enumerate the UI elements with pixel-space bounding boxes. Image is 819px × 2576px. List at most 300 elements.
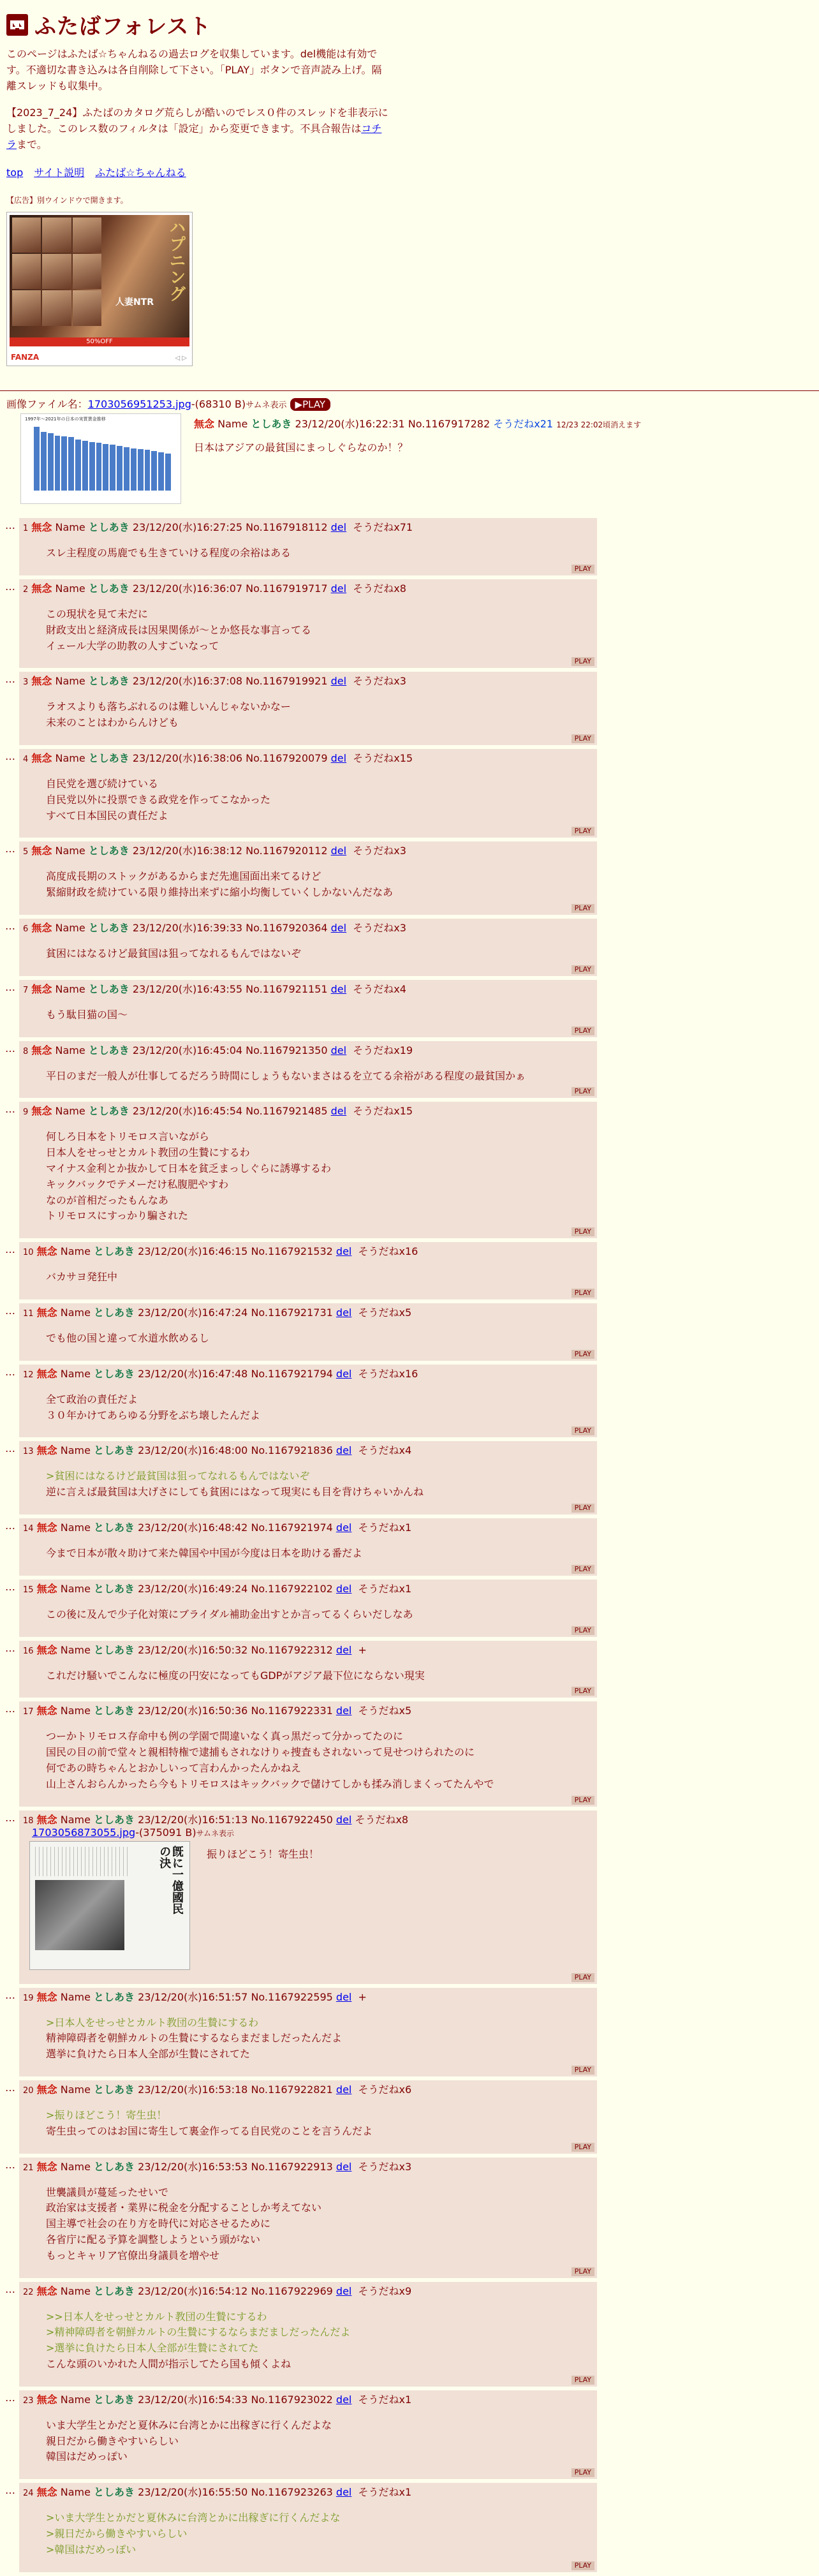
message-line: つーかトリモロス存命中も例の学園で間違いなく真っ黒だって分かってたのに (46, 1730, 404, 1743)
intro-tail: まで。 (17, 138, 47, 151)
play-button[interactable]: PLAY (572, 827, 594, 836)
reply-datetime: 23/12/20(水)16:50:32 No.1167922312 (138, 1643, 333, 1656)
reply-name: としあき (94, 1307, 135, 1319)
message-line: 緊縮財政を続けている限り維持出来ずに縮小均衡していくしかないんだなあ (46, 886, 394, 899)
reply-18 (5, 1810, 597, 1984)
top-link[interactable]: top (6, 166, 24, 179)
reply-subject: 無念 (31, 922, 52, 935)
quote-line: >親日だから働きやすいらしい (46, 2527, 188, 2540)
reply-number: 6 (23, 924, 29, 935)
play-button[interactable]: PLAY (572, 2468, 594, 2477)
reply-sodane[interactable]: そうだねx9 (358, 2284, 412, 2297)
reply-info (23, 673, 593, 688)
reply-thumb-note[interactable]: サムネ表示 (196, 1828, 234, 1838)
site-title: ふたばフォレスト (34, 14, 212, 40)
reply-message (46, 1269, 593, 1285)
del-link[interactable]: del (336, 1521, 352, 1534)
reply-post (5, 749, 597, 838)
message-line: 世襲議員が蔓延ったせいで (46, 2186, 169, 2198)
play-button[interactable]: PLAY (572, 2143, 594, 2152)
reply-datetime: 23/12/20(水)16:36:07 No.1167919717 (132, 582, 328, 595)
reply-post (5, 2282, 597, 2387)
message-line: でも他の国と違って水道水飲めるし (46, 1332, 210, 1345)
del-link[interactable]: del (336, 1643, 352, 1656)
reply-sodane[interactable]: そうだねx3 (358, 2160, 412, 2173)
reply-name-label: Name (60, 1643, 91, 1656)
play-button[interactable]: PLAY (572, 1504, 594, 1513)
reply-subject: 無念 (31, 1105, 52, 1118)
play-button[interactable]: PLAY (572, 2561, 594, 2570)
ad-label: 【広告】別ウインドウで開きます。 (6, 195, 128, 205)
reply-sodane[interactable]: そうだねx15 (353, 1105, 413, 1118)
message-line: イェール大学の助教の人すごいなって (46, 639, 219, 652)
reply-datetime: 23/12/20(水)16:54:33 No.1167923022 (138, 2393, 333, 2406)
ad-banner[interactable] (6, 212, 193, 366)
reply-sodane[interactable]: そうだねx71 (353, 521, 413, 534)
reply-name: としあき (88, 582, 129, 595)
reply-subject: 無念 (36, 1367, 57, 1380)
play-button[interactable]: PLAY (572, 2267, 594, 2276)
reply-name: としあき (94, 1521, 135, 1534)
del-link[interactable]: del (330, 582, 347, 595)
reply-datetime: 23/12/20(水)16:37:08 No.1167919921 (132, 675, 328, 688)
reply-name: としあき (88, 752, 129, 765)
reply-name-label: Name (60, 1521, 91, 1534)
reply-message (46, 2015, 593, 2062)
reply-menu-icon[interactable]: … (5, 920, 15, 933)
reply-number: 5 (23, 847, 29, 857)
ad-thumb-grid (12, 218, 101, 326)
message-line: トリモロスにすっかり騙された (46, 1210, 189, 1222)
report-link[interactable]: コチラ (6, 122, 382, 151)
reply-subject: 無念 (31, 982, 52, 995)
op-content (194, 413, 641, 454)
reply-post (5, 2080, 597, 2154)
del-link[interactable]: del (330, 752, 347, 765)
message-line: 高度成長期のストックがあるからまだ先進国面出来てるけど (46, 870, 321, 883)
reply-menu-icon[interactable]: … (5, 1703, 15, 1715)
reply-list (6, 518, 813, 1806)
reply-info (23, 920, 593, 935)
ad-subtitle: 人妻NTR (115, 297, 154, 307)
reply-message (46, 1729, 593, 1792)
play-button[interactable]: PLAY (572, 1227, 594, 1236)
message-line: ３０年かけてあらゆる分野をぶち壊したんだよ (46, 1409, 261, 1421)
reply-info (23, 1243, 593, 1258)
del-link[interactable]: del (336, 1245, 352, 1258)
reply-name-label: Name (60, 2393, 91, 2406)
play-button[interactable]: PLAY (572, 1026, 594, 1035)
reply-18-media (29, 1841, 593, 1970)
reply-menu-icon[interactable]: … (5, 2081, 15, 2094)
reply-info (23, 2484, 593, 2499)
reply-sodane[interactable]: そうだねx1 (358, 2393, 412, 2406)
quote-line: >いま大学生とかだと夏休みに台湾とかに出稼ぎに行くんだよな (46, 2512, 341, 2524)
reply-name-label: Name (55, 521, 85, 534)
reply-subject: 無念 (36, 1444, 57, 1457)
reply-datetime: 23/12/20(水)16:45:54 No.1167921485 (132, 1105, 328, 1118)
play-button[interactable]: PLAY (572, 657, 594, 666)
reply-post (5, 1102, 597, 1238)
reply-number: 13 (23, 1447, 34, 1457)
reply-info (23, 581, 593, 595)
reply-number: 3 (23, 677, 29, 688)
reply-name-label: Name (55, 922, 85, 935)
reply-message (46, 607, 593, 654)
reply-subject: 無念 (36, 2083, 57, 2096)
divider (0, 390, 819, 391)
reply-list-2 (6, 1988, 813, 2572)
reply-info (23, 1812, 593, 1826)
reply-menu-icon[interactable]: … (5, 981, 15, 993)
reply-number: 19 (23, 1993, 34, 2003)
reply-info (23, 843, 593, 857)
reply-post (5, 980, 597, 1037)
reply-datetime: 23/12/20(水)16:54:12 No.1167922969 (138, 2284, 333, 2297)
message-line: 貧困にはなるけど最貧国は狙ってなれるもんではないぞ (46, 947, 302, 960)
reply-subject: 無念 (36, 1813, 57, 1826)
reply-menu-icon[interactable]: … (5, 1103, 15, 1116)
reply-info (23, 2082, 593, 2096)
reply-post (5, 1988, 597, 2076)
reply-datetime: 23/12/20(水)16:51:57 No.1167922595 (138, 1990, 333, 2003)
message-line: 逆に言えば最貧国は大げさにしても貧困にはなって現実にも目を背けちゃいかんね (46, 1486, 424, 1499)
reply-datetime: 23/12/20(水)16:47:24 No.1167921731 (138, 1307, 333, 1319)
reply-subject: 無念 (36, 1245, 57, 1258)
play-button[interactable]: PLAY (572, 1289, 594, 1298)
reply-sodane[interactable]: そうだねx1 (358, 1582, 412, 1595)
reply-menu-icon[interactable]: … (5, 1988, 15, 2001)
reply-name: としあき (94, 1643, 135, 1656)
reply-message (46, 1069, 593, 1084)
reply-number: 24 (23, 2489, 34, 2499)
reply-sodane[interactable]: そうだねx1 (358, 1521, 412, 1534)
message-line: 何しろ日本をトリモロス言いながら (46, 1130, 210, 1143)
reply-info (23, 1520, 593, 1534)
message-line: キックバックでテメーだけ私腹肥やすわ (46, 1178, 229, 1190)
del-link[interactable]: del (330, 845, 347, 857)
message-line: こんな頭のいかれた人間が指示してたら国も傾くよね (46, 2357, 291, 2370)
reply-menu-icon[interactable]: … (5, 1520, 15, 1532)
message-line: 今まで日本が散々助けて来た韓国や中国が今度は日本を助ける番だよ (46, 1547, 363, 1559)
del-link[interactable]: del (336, 2486, 352, 2499)
del-link[interactable]: del (330, 1105, 347, 1118)
reply-info (23, 1989, 593, 2004)
reply-menu-icon[interactable]: … (5, 2158, 15, 2171)
message-line: 寄生虫ってのはお国に寄生して裏金作ってる自民党のことを言うんだよ (46, 2124, 373, 2137)
reply-message (46, 2108, 593, 2140)
del-link[interactable]: del (336, 1582, 352, 1595)
play-button[interactable]: PLAY (572, 1565, 594, 1574)
play-button[interactable]: PLAY (572, 904, 594, 913)
reply-sodane[interactable]: そうだねx3 (353, 845, 406, 857)
del-link[interactable]: del (336, 2284, 352, 2297)
reply-sodane[interactable]: そうだねx16 (358, 1245, 418, 1258)
message-line: 平日のまだ一般人が仕事してるだろう時間にしょうもないまさはるを立てる余裕がある程度の最貧国かぁ (46, 1069, 526, 1082)
op-post (20, 413, 813, 504)
reply-name: としあき (94, 2083, 135, 2096)
reply-menu-icon[interactable]: … (5, 2484, 15, 2497)
message-line: 財政支出と経済成長は因果関係が〜とか悠長な事言ってる (46, 623, 312, 636)
op-file-link[interactable]: 1703056951253.jpg (87, 397, 191, 410)
reply-name: としあき (94, 1245, 135, 1258)
reply-message (46, 2418, 593, 2465)
ad-title: ハプニング (166, 218, 186, 302)
reply-name: としあき (88, 675, 129, 688)
op-sodane[interactable]: そうだねx21 (493, 418, 554, 431)
play-button[interactable]: PLAY (572, 965, 594, 974)
reply-number: 22 (23, 2287, 34, 2297)
message-line: 親日だから働きやすいらしい (46, 2434, 179, 2447)
op-thumb-note[interactable]: サムネ表示 (246, 400, 287, 410)
reply-sodane[interactable]: そうだねx3 (353, 922, 406, 935)
reply-info (23, 750, 593, 765)
del-link[interactable]: del (330, 982, 347, 995)
reply-datetime: 23/12/20(水)16:53:18 No.1167922821 (138, 2083, 333, 2096)
reply-number: 18 (23, 1816, 34, 1826)
newspaper-photo (35, 1880, 124, 1950)
message-line: 精神障碍者を朝鮮カルトの生贄にするならまだましだったんだよ (46, 2032, 343, 2045)
reply-datetime: 23/12/20(水)16:46:15 No.1167921532 (138, 1245, 333, 1258)
reply-number: 12 (23, 1370, 34, 1380)
reply-message (46, 1607, 593, 1623)
reply-menu-icon[interactable]: … (5, 843, 15, 855)
play-button[interactable]: PLAY (572, 1350, 594, 1359)
op-expire: 12/23 22:02頃消えます (556, 420, 642, 430)
message-line: ラオスよりも落ちぶれるのは難しいんじゃないかなー (46, 700, 291, 713)
reply-name: としあき (94, 1705, 135, 1717)
message-line: バカサヨ発狂中 (46, 1271, 118, 1284)
reply-number: 11 (23, 1309, 34, 1319)
reply-subject: 無念 (36, 2486, 57, 2499)
play-button[interactable]: PLAY (572, 1973, 594, 1982)
reply-number: 10 (23, 1248, 34, 1258)
reply-info (23, 1103, 593, 1118)
reply-number: 1 (23, 524, 29, 534)
reply-sodane[interactable]: そうだねx5 (358, 1307, 412, 1319)
message-line: 山上さんおらんかったら今もトリモロスはキックバックで儲けてしかも揉み消しまくってたんやで (46, 1777, 494, 1790)
reply-message (46, 1469, 593, 1500)
reply-message (46, 2309, 593, 2372)
reply-datetime: 23/12/20(水)16:38:06 No.1167920079 (132, 752, 328, 765)
play-button[interactable]: PLAY (572, 734, 594, 743)
reply-message (46, 1007, 593, 1023)
message-line: 何であの時ちゃんとおかしいって言わんかったんかねえ (46, 1761, 302, 1774)
del-link[interactable]: del (336, 1813, 352, 1826)
reply-subject: 無念 (36, 1643, 57, 1656)
reply-post (5, 2390, 597, 2479)
reply-name: としあき (88, 845, 129, 857)
op-file-size: -(68310 B) (191, 397, 246, 410)
reply-number: 4 (23, 755, 29, 765)
del-link[interactable]: del (336, 1705, 352, 1717)
message-line: 政治家は支援者・業界に税金を分配することしか考えてない (46, 2202, 322, 2214)
reply-sodane[interactable]: + (358, 1990, 367, 2003)
reply-menu-icon[interactable]: … (5, 673, 15, 686)
thumb-chart (34, 427, 171, 491)
message-line: マイナス金利とか抜かして日本を貧乏まっしぐらに誘導するわ (46, 1162, 332, 1175)
play-button[interactable]: PLAY (572, 1426, 594, 1435)
reply-message (46, 1546, 593, 1562)
reply-subject: 無念 (36, 1582, 57, 1595)
reply-name: としあき (94, 1444, 135, 1457)
del-link[interactable]: del (336, 2160, 352, 2173)
reply-menu-icon[interactable]: … (5, 1811, 15, 1824)
reply-sodane[interactable]: そうだねx1 (358, 2486, 412, 2499)
reply-sodane[interactable]: そうだねx16 (358, 1367, 418, 1380)
reply-info (23, 1442, 593, 1457)
play-button[interactable]: PLAY (572, 565, 594, 574)
reply-info (23, 1305, 593, 1319)
quote-line: >>日本人をせっせとカルト教団の生贄にするわ (46, 2310, 267, 2323)
op-name-label: Name (218, 418, 248, 431)
reply-sodane[interactable]: そうだねx5 (358, 1705, 412, 1717)
reply-menu-icon[interactable]: … (5, 1442, 15, 1455)
ad-arrows-icon[interactable]: ◁ ▷ (175, 354, 187, 362)
reply-sodane[interactable]: そうだねx15 (353, 752, 413, 765)
reply-sodane[interactable]: + (358, 1643, 367, 1656)
reply-subject: 無念 (31, 675, 52, 688)
message-line: 自民党以外に投票できる政党を作ってこなかった (46, 793, 271, 806)
reply-number: 21 (23, 2163, 34, 2173)
reply-subject: 無念 (31, 521, 52, 534)
site-logo[interactable] (6, 9, 813, 40)
reply-post (5, 1365, 597, 1438)
reply-message (46, 869, 593, 901)
play-button[interactable]: PLAY (572, 1087, 594, 1096)
message-line: この現状を見て未だに (46, 608, 149, 621)
reply-menu-icon[interactable]: … (5, 2391, 15, 2404)
reply-message (46, 2185, 593, 2264)
reply-datetime: 23/12/20(水)16:48:42 No.1167921974 (138, 1521, 333, 1534)
reply-name-label: Name (55, 982, 85, 995)
reply-number: 14 (23, 1524, 34, 1534)
reply-name-label: Name (55, 582, 85, 595)
reply-name-label: Name (55, 675, 85, 688)
reply-name: としあき (94, 1367, 135, 1380)
quote-line: >選挙に負けたら日本人全部が生贄にされてた (46, 2342, 259, 2355)
file-label: 画像ファイル名： (6, 397, 88, 410)
reply-menu-icon[interactable]: … (5, 2283, 15, 2295)
message-line: いま大学生とかだと夏休みに台湾とかに出稼ぎに行くんだよな (46, 2418, 332, 2431)
reply-menu-icon[interactable]: … (5, 519, 15, 532)
reply-sodane[interactable]: そうだねx3 (353, 675, 406, 688)
del-link[interactable]: del (336, 1990, 352, 2003)
reply-name-label: Name (55, 1105, 85, 1118)
reply-menu-icon[interactable]: … (5, 1042, 15, 1055)
reply-name: としあき (94, 1990, 135, 2003)
thumb-caption: 1997年〜2021年の日本の実質賃金推移 (25, 417, 106, 422)
del-link[interactable]: del (330, 521, 347, 534)
del-link[interactable]: del (336, 2393, 352, 2406)
quote-line: >貧困にはなるけど最貧国は狙ってなれるもんではないぞ (46, 1470, 310, 1483)
reply-menu-icon[interactable]: … (5, 1641, 15, 1654)
reply-post (5, 579, 597, 668)
nav-links (6, 165, 813, 179)
del-link[interactable]: del (336, 1367, 352, 1380)
reply-sodane[interactable]: そうだねx19 (353, 1044, 413, 1056)
message-line: この後に及んで少子化対策にブライダル補助金出すとか言ってるくらいだしなあ (46, 1608, 413, 1620)
reply-info (23, 2159, 593, 2173)
reply-name-label: Name (60, 2284, 91, 2297)
reply-sodane[interactable]: そうだねx4 (358, 1444, 412, 1457)
reply-sodane[interactable]: そうだねx8 (353, 582, 406, 595)
reply-menu-icon[interactable]: … (5, 1365, 15, 1378)
reply-subject: 無念 (31, 582, 52, 595)
site-description-link[interactable]: サイト説明 (34, 166, 85, 179)
reply-subject: 無念 (31, 1044, 52, 1056)
reply-name: としあき (88, 1105, 129, 1118)
reply-datetime: 23/12/20(水)16:48:00 No.1167921836 (138, 1444, 333, 1457)
reply-post (5, 1518, 597, 1576)
reply-sodane[interactable]: そうだねx4 (353, 982, 406, 995)
play-button[interactable]: PLAY (572, 2376, 594, 2385)
reply-subject: 無念 (36, 1521, 57, 1534)
message-line: 全て政治の責任だよ (46, 1393, 138, 1405)
reply-post (5, 1242, 597, 1299)
reply-file-link[interactable]: 1703056873055.jpg (32, 1826, 136, 1839)
forest-logo-icon (6, 14, 28, 36)
play-button[interactable]: PLAY (572, 1626, 594, 1635)
reply-post (5, 841, 597, 915)
reply-datetime: 23/12/20(水)16:53:53 No.1167922913 (138, 2160, 333, 2173)
reply-name: としあき (88, 982, 129, 995)
del-link[interactable]: del (330, 675, 347, 688)
del-link[interactable]: del (336, 2083, 352, 2096)
reply-datetime: 23/12/20(水)16:39:33 No.1167920364 (132, 922, 328, 935)
del-link[interactable]: del (330, 1044, 347, 1056)
reply-menu-icon[interactable]: … (5, 1305, 15, 1317)
reply-menu-icon[interactable]: … (5, 1243, 15, 1256)
reply-sodane[interactable]: そうだねx6 (358, 2083, 412, 2096)
reply-datetime: 23/12/20(水)16:50:36 No.1167922331 (138, 1705, 333, 1717)
message-line: なのが首相だったもんなあ (46, 1194, 169, 1206)
reply-info (23, 519, 593, 534)
reply-subject: 無念 (36, 1705, 57, 1717)
op-datetime: 23/12/20(水)16:22:31 No.1167917282 (295, 418, 491, 431)
play-button[interactable]: PLAY (572, 2066, 594, 2075)
op-play-button[interactable]: ▶PLAY (290, 398, 331, 411)
play-button[interactable]: PLAY (572, 1796, 594, 1805)
reply-info (23, 981, 593, 996)
del-link[interactable]: del (336, 1444, 352, 1457)
reply-message (46, 1129, 593, 1224)
reply-number: 2 (23, 585, 29, 595)
op-thumbnail[interactable] (20, 413, 181, 504)
reply-menu-icon[interactable]: … (5, 1580, 15, 1593)
del-link[interactable]: del (336, 1307, 352, 1319)
reply-menu-icon[interactable]: … (5, 750, 15, 763)
message-line: 各省庁に配る予算を調整しようという頭がない (46, 2233, 261, 2246)
play-button[interactable]: PLAY (572, 1687, 594, 1696)
quote-line: >振りほどこう！寄生虫！ (46, 2108, 167, 2121)
reply-post (5, 1041, 597, 1099)
reply-name: としあき (88, 922, 129, 935)
newspaper-thumbnail[interactable] (29, 1841, 190, 1970)
reply-datetime: 23/12/20(水)16:49:24 No.1167922102 (138, 1582, 333, 1595)
newspaper-headline: 旣に一億國民の決 (158, 1845, 184, 1914)
intro-text (6, 47, 389, 153)
reply-name-label: Name (60, 1582, 91, 1595)
reply-subject: 無念 (36, 1307, 57, 1319)
futaba-link[interactable]: ふたば☆ちゃんねる (95, 166, 186, 179)
reply-name-label: Name (60, 1813, 91, 1826)
del-link[interactable]: del (330, 922, 347, 935)
reply-menu-icon[interactable]: … (5, 581, 15, 593)
message-line: 日本人をせっせとカルト教団の生贄にするわ (46, 1146, 250, 1159)
reply-sodane[interactable]: そうだねx8 (355, 1813, 409, 1826)
reply-number: 23 (23, 2395, 34, 2406)
